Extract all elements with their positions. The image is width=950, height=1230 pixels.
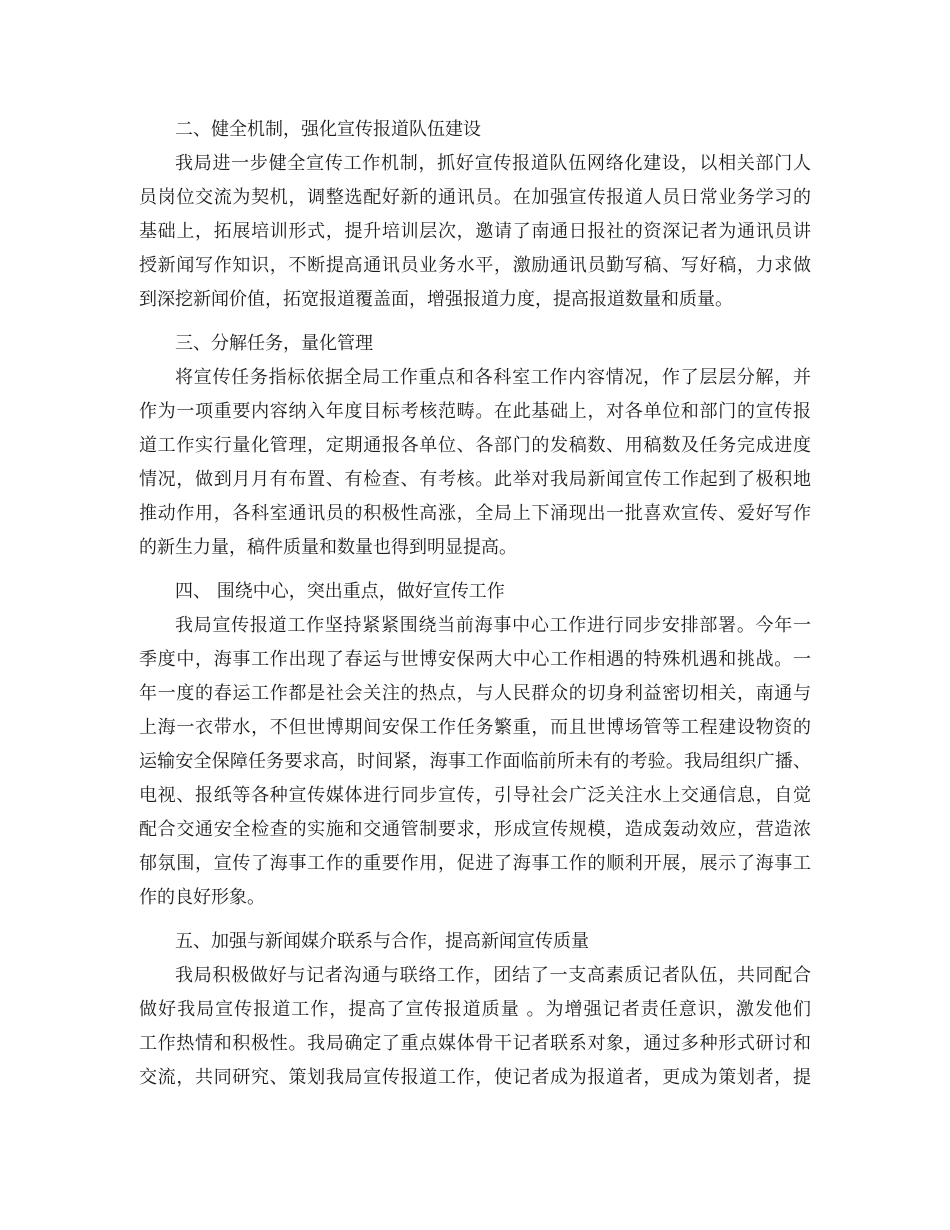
paragraph-line: 配合交通安全检查的实施和交通管制要求，形成宣传规模，造成轰动效应，营造浓 <box>139 819 811 840</box>
section-heading-4: 四、 围绕中心，突出重点，做好宣传工作 <box>175 581 505 602</box>
paragraph-line: 道工作实行量化管理，定期通报各单位、各部门的发稿数、用稿数及任务完成进度 <box>139 435 811 456</box>
paragraph-line: 将宣传任务指标依据全局工作重点和各科室工作内容情况，作了层层分解，并 <box>175 367 811 388</box>
paragraph-line: 我局进一步健全宣传工作机制，抓好宣传报道队伍网络化建设，以相关部门人 <box>175 153 811 174</box>
paragraph-line: 运输安全保障任务要求高，时间紧，海事工作面临前所未有的考验。我局组织广播、 <box>139 751 811 772</box>
paragraph-line: 我局积极做好与记者沟通与联络工作，团结了一支高素质记者队伍，共同配合 <box>175 965 811 986</box>
paragraph-line: 员岗位交流为契机，调整选配好新的通讯员。在加强宣传报道人员日常业务学习的 <box>139 187 811 208</box>
paragraph-line: 推动作用，各科室通讯员的积极性高涨，全局上下涌现出一批喜欢宣传、爱好写作 <box>139 503 811 524</box>
paragraph-line: 的新生力量，稿件质量和数量也得到明显提高。 <box>139 537 517 558</box>
paragraph-line: 工作热情和积极性。我局确定了重点媒体骨干记者联系对象，通过多种形式研讨和 <box>139 1033 811 1054</box>
paragraph-line: 我局宣传报道工作坚持紧紧围绕当前海事中心工作进行同步安排部署。今年一 <box>175 615 811 636</box>
paragraph-line: 电视、报纸等各种宣传媒体进行同步宣传，引导社会广泛关注水上交通信息，自觉 <box>139 785 811 806</box>
paragraph-line: 作为一项重要内容纳入年度目标考核范畴。在此基础上，对各单位和部门的宣传报 <box>139 401 811 422</box>
paragraph-line: 年一度的春运工作都是社会关注的热点，与人民群众的切身利益密切相关，南通与 <box>139 683 811 704</box>
section-heading-3: 三、分解任务，量化管理 <box>175 333 373 354</box>
section-heading-5: 五、加强与新闻媒介联系与合作，提高新闻宣传质量 <box>175 931 589 952</box>
paragraph-line: 到深挖新闻价值，拓宽报道覆盖面，增强报道力度，提高报道数量和质量。 <box>139 289 733 310</box>
paragraph-line: 做好我局宣传报道工作，提高了宣传报道质量 。为增强记者责任意识，激发他们 <box>139 999 811 1020</box>
paragraph-line: 交流，共同研究、策划我局宣传报道工作，使记者成为报道者，更成为策划者，提 <box>139 1067 811 1088</box>
paragraph-line: 上海一衣带水，不但世博期间安保工作任务繁重，而且世博场管等工程建设物资的 <box>139 717 811 738</box>
paragraph-line: 季度中，海事工作出现了春运与世博安保两大中心工作相遇的特殊机遇和挑战。一 <box>139 649 811 670</box>
paragraph-line: 作的良好形象。 <box>139 887 265 908</box>
paragraph-line: 授新闻写作知识，不断提高通讯员业务水平，激励通讯员勤写稿、写好稿，力求做 <box>139 255 811 276</box>
paragraph-line: 郁氛围，宣传了海事工作的重要作用，促进了海事工作的顺利开展，展示了海事工 <box>139 853 811 874</box>
paragraph-line: 情况，做到月月有布置、有检查、有考核。此举对我局新闻宣传工作起到了极积地 <box>139 469 811 490</box>
paragraph-line: 基础上，拓展培训形式，提升培训层次，邀请了南通日报社的资深记者为通讯员讲 <box>139 221 811 242</box>
section-heading-2: 二、健全机制，强化宣传报道队伍建设 <box>175 119 481 140</box>
